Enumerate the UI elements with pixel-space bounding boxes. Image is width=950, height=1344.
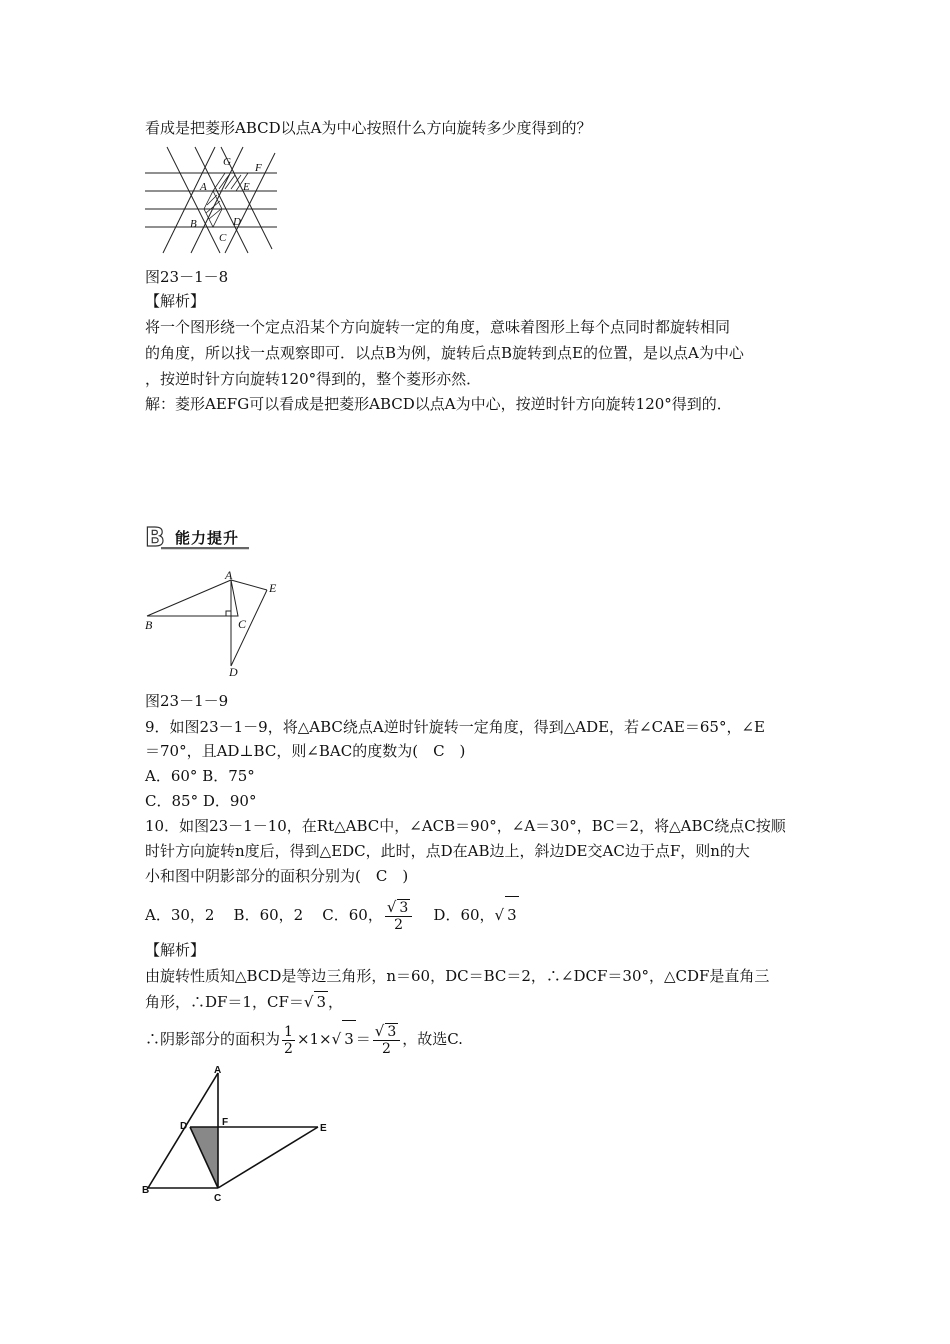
figure-caption: 图23－1－8 xyxy=(145,268,229,286)
badge-letter-icon: B xyxy=(145,524,165,550)
figure-23-1-8 xyxy=(145,145,285,257)
question-10-line: 时针方向旋转n度后，得到△EDC，此时，点D在AB边上，斜边DE交AC边于点F，则n的大 xyxy=(145,842,750,860)
analysis-heading: 【解析】 xyxy=(145,941,206,959)
label-e: E xyxy=(269,581,277,595)
label-e: E xyxy=(320,1123,327,1134)
figure-23-1-10 xyxy=(140,1065,340,1205)
solution-line: 解：菱形AEFG可以看成是把菱形ABCD以点A为中心，按逆时针方向旋转120°得到的． xyxy=(145,395,732,413)
question-10-options xyxy=(145,896,519,933)
question-9-options: A．60° B．75° xyxy=(145,767,255,785)
analysis-line: 角形，∴DF＝1，CF＝√ 3 ， xyxy=(145,993,343,1011)
question-9-options: C．85° D．90° xyxy=(145,792,257,810)
option-d: D．60，√ 3 xyxy=(433,906,518,924)
question-10-line: 10．如图23－1－10，在Rt△ABC中，∠ACB＝90°，∠A＝30°，BC＝2，将△ABC绕点C按顺 xyxy=(145,817,786,835)
label-a: A xyxy=(225,568,233,582)
label-b: B xyxy=(145,618,153,632)
label-g: G xyxy=(223,156,231,168)
label-f: F xyxy=(222,1117,229,1128)
analysis-line: 由旋转性质知△BCD是等边三角形，n＝60，DC＝BC＝2，∴∠DCF＝30°，△CDF是直角三 xyxy=(145,967,770,985)
analysis-heading: 【解析】 xyxy=(145,292,206,310)
label-a: A xyxy=(200,181,207,193)
label-d: D xyxy=(180,1121,188,1132)
question-9-line: 9．如图23－1－9，将△ABC绕点A逆时针旋转一定角度，得到△ADE，若∠CAE＝65°，∠E xyxy=(145,718,765,736)
label-c: C xyxy=(238,617,247,631)
label-b: B xyxy=(190,218,197,230)
section-title: 能力提升 xyxy=(175,529,240,547)
label-d: D xyxy=(229,665,238,679)
figure-caption: 图23－1－9 xyxy=(145,692,229,710)
option-c: C．60， $\frac{√ 3}{2}$ xyxy=(322,906,414,924)
label-a: A xyxy=(214,1065,222,1076)
analysis-line: ∴阴影部分的面积为 $\frac{1}{2}$ ×1×√ 3 ＝ $\frac{√ 3}{2}$ ，故选C. xyxy=(145,1022,463,1057)
question-text: 看成是把菱形ABCD以点A为中心按照什么方向旋转多少度得到的？ xyxy=(145,119,592,137)
analysis-line: ，按逆时针方向旋转120°得到的，整个菱形亦然． xyxy=(145,370,482,388)
label-c: C xyxy=(219,232,227,244)
label-e: E xyxy=(243,181,250,193)
analysis-line: 将一个图形绕一个定点沿某个方向旋转一定的角度，意味着图形上每个点同时都旋转相同 xyxy=(145,318,731,336)
question-10-line: 小和图中阴影部分的面积分别为( C ) xyxy=(145,867,409,885)
label-c: C xyxy=(214,1193,222,1204)
label-f: F xyxy=(255,162,262,174)
label-d: D xyxy=(233,216,241,228)
figure-23-1-9 xyxy=(143,568,283,680)
option-a: A．30，2 xyxy=(145,906,215,924)
analysis-line: 的角度，所以找一点观察即可．以点B为例，旋转后点B旋转到点E的位置，是以点A为中心 xyxy=(145,344,744,362)
question-9-line: ＝70°，且AD⊥BC，则∠BAC的度数为( C ) xyxy=(145,742,466,760)
option-b: B．60，2 xyxy=(233,906,304,924)
label-b: B xyxy=(142,1185,150,1196)
